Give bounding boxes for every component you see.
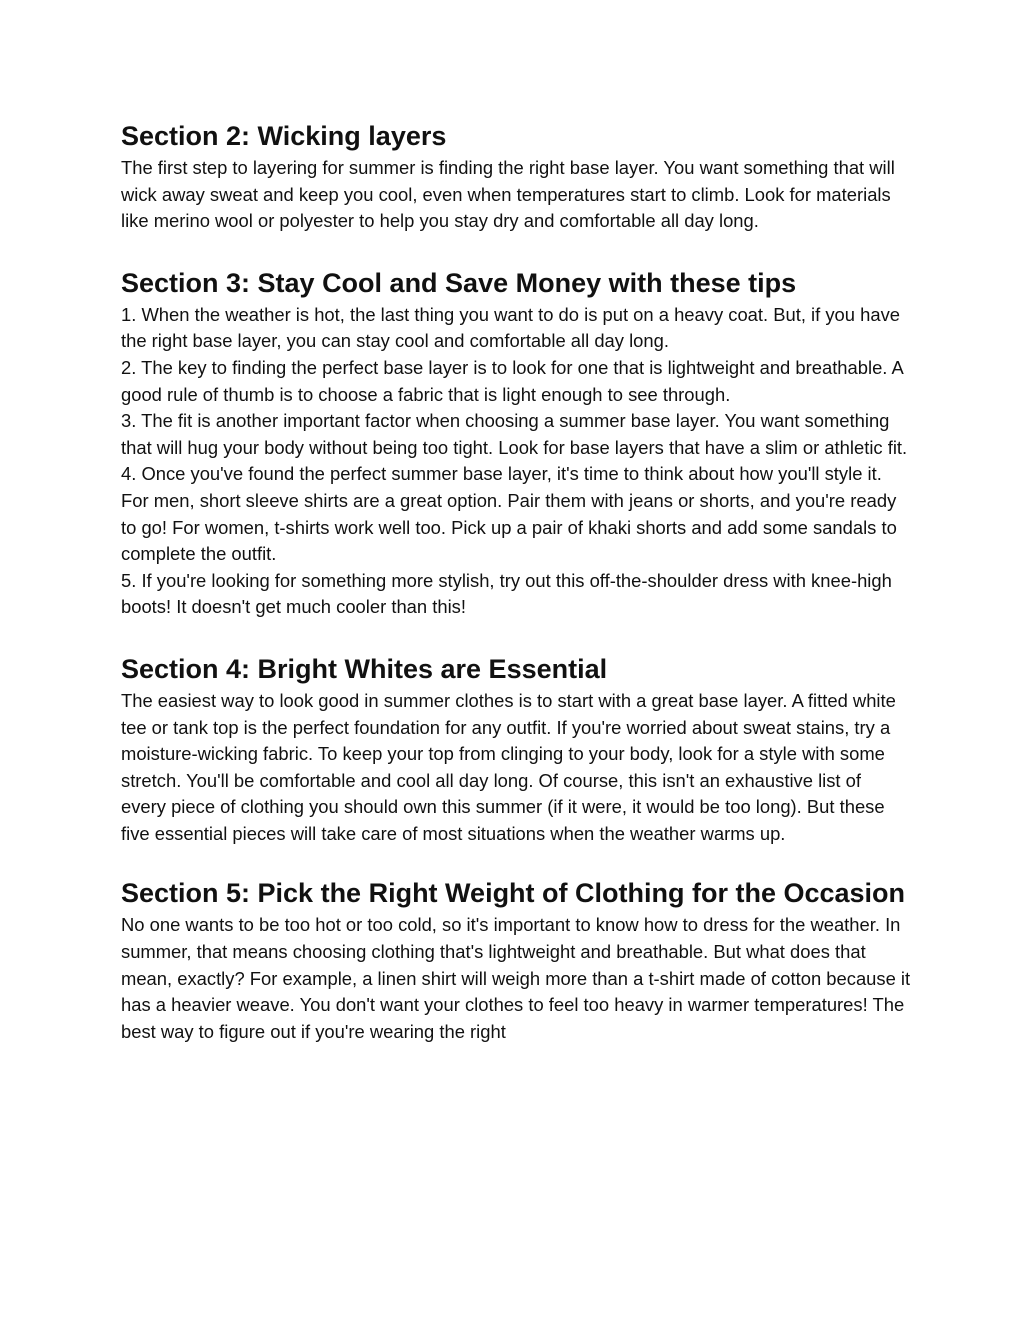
section-bright-whites [121,651,911,848]
section-heading: Section 4: Bright Whites are Essential [121,653,608,684]
section-heading: Section 5: Pick the Right Weight of Clothing for the Occasion [121,878,906,909]
section-heading: Section 3: Stay Cool and Save Money with these tips [121,267,797,298]
section-paragraph: No one wants to be too hot or too cold, so it's important to know how to dress for the weather. In summer, that means choosing clothing that's lightweight and breathable. But what does that mean, exactly? For example, a linen shirt will weigh more than a t-shirt made of cotton because it has a heavier weave. You don't want your clothes to feel too heavy in warmer temperatures! The best way to figure out if you're wearing the right [121,914,911,1042]
document-page [121,118,911,1045]
tip-item: 5. If you're looking for something more stylish, try out this off-the-shoulder dress with knee-high boots! It doesn't get much cooler than this! [121,569,892,618]
section-stay-cool-tips [121,265,911,621]
section-right-weight [121,875,911,1045]
tip-item: 2. The key to finding the perfect base layer is to look for one that is lightweight and breathable. A good rule of thumb is to choose a fabric that is light enough to see through. [121,356,903,405]
section-paragraph: The easiest way to look good in summer clothes is to start with a great base layer. A fitted white tee or tank top is the perfect foundation for any outfit. If you're worried about sweat stains, try a moisture-wicking fabric. To keep your top from clinging to your body, look for a style with some stretch. You'll be comfortable and cool all day long. Of course, this isn't an exhaustive list of every piece of clothing you should own this summer (if it were, it would be too long). But these five essential pieces will take care of most situations when the weather warms up. [121,689,896,844]
tip-item: 3. The fit is another important factor when choosing a summer base layer. You want something that will hug your body without being too tight. Look for base layers that have a slim or athletic fit. [121,410,908,458]
tip-item: 4. Once you've found the perfect summer base layer, it's time to think about how you'll style it. For men, short sleeve shirts are a great option. Pair them with jeans or shorts, and you're ready to go! For women, t-shirts work well too. Pick up a pair of khaki shorts and add some sandals to complete the outfit. [121,463,897,565]
section-heading: Section 2: Wicking layers [121,121,447,151]
section-wicking-layers [121,118,911,235]
tip-item: 1. When the weather is hot, the last thing you want to do is put on a heavy coat. But, if you have the right base layer, you can stay cool and comfortable all day long. [121,303,901,352]
section-paragraph: The first step to layering for summer is finding the right base layer. You want something that will wick away sweat and keep you cool, even when temperatures start to climb. Look for materials like merino wool or polyester to help you stay dry and comfortable all day long. [121,157,895,232]
